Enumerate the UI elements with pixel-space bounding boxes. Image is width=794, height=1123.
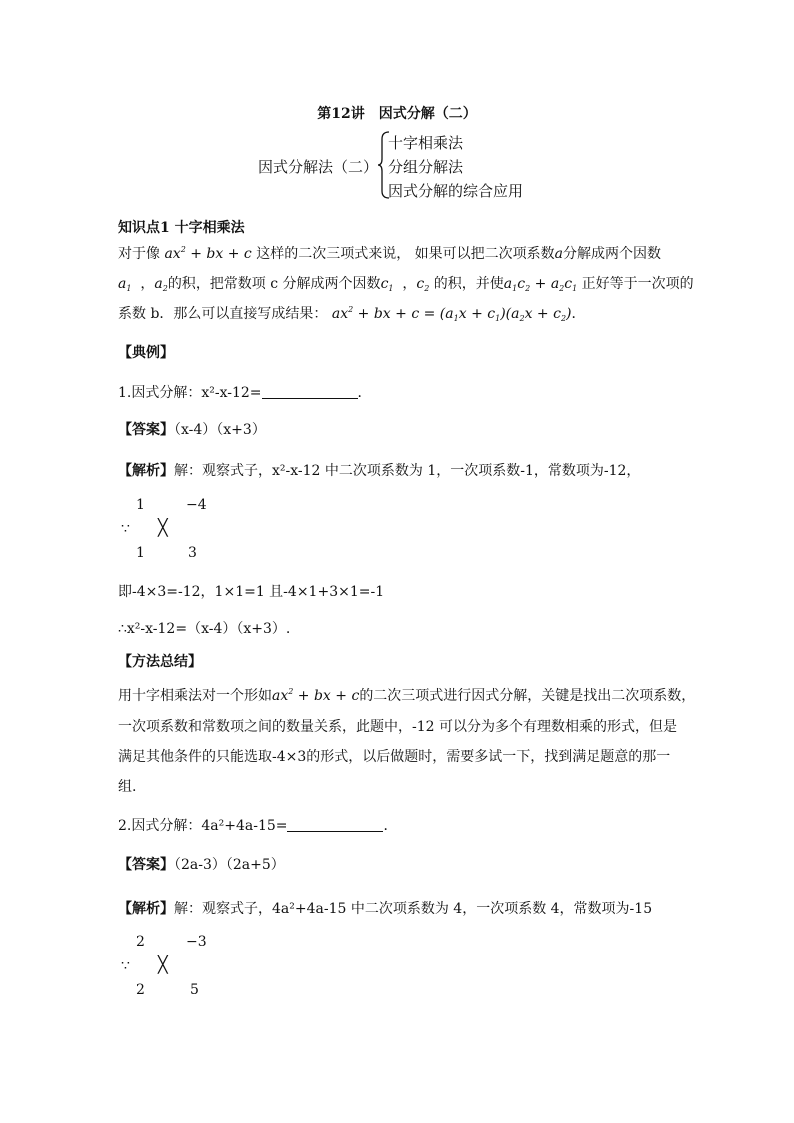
example-heading: 【典例】 [118, 345, 174, 361]
analysis-2: 【解析】解：观察式子，4a²+4a-15 中二次项系数为 4，一次项系数 4，常数项为-15 [118, 901, 653, 917]
cross-top-right: −3 [186, 934, 207, 950]
cross-bottom-left: 1 [136, 545, 145, 561]
method-line-4: 组. [118, 779, 137, 795]
answer-blank [262, 386, 358, 399]
method-heading: 【方法总结】 [118, 654, 202, 670]
text-line-1: 对于像 $ax^2$ + bx + c 这样的二次三项式来说， 如果可以把二次项系数a分解成两个因数 [118, 245, 662, 262]
method-line-2: 一次项系数和常数项之间的数量关系，此题中，-12 可以分为多个有理数相乘的形式，但是 [118, 719, 677, 735]
answer-1: 【答案】（x-4）（x+3） [118, 422, 266, 438]
answer-2: 【答案】（2a-3）（2a+5） [118, 857, 285, 873]
cross-top-left: 1 [136, 497, 145, 513]
answer-blank [287, 819, 383, 832]
cross-bottom-right: 3 [188, 545, 197, 561]
because-symbol: ∵ [121, 521, 130, 537]
tree-root: 因式分解法（二） [258, 158, 379, 176]
cross-icon: ╳ [158, 955, 168, 974]
tree-branch-cross-multiplication: 十字相乘法 [388, 134, 464, 152]
question-2: 2.因式分解：4a²+4a-15= ． [118, 818, 398, 834]
cross-icon: ╳ [158, 518, 168, 537]
question-1: 1.因式分解：x²-x-12= ． [118, 385, 372, 401]
method-line-3: 满足其他条件的只能选取-4×3的形式，以后做题时，需要多试一下，找到满足题意的那一 [118, 749, 671, 765]
analysis-1: 【解析】解：观察式子，x²-x-12 中二次项系数为 1，一次项系数-1，常数项为-12， [118, 463, 641, 479]
cross-bottom-right: 5 [190, 982, 199, 998]
section-heading: 知识点1 十字相乘法 [118, 220, 245, 236]
tree-branch-grouping: 分组分解法 [388, 158, 464, 176]
check-line: 即-4×3=-12，1×1=1 且-4×1+3×1=-1 [118, 584, 385, 600]
cross-top-right: −4 [186, 497, 207, 513]
formula-quadratic: $ax^2$ + bx + c [164, 245, 252, 262]
cross-top-left: 2 [136, 934, 145, 950]
page-title: 第12讲 因式分解（二） [317, 106, 477, 122]
conclusion-line: ∴x²-x-12=（x-4）（x+3）. [118, 621, 291, 637]
formula-result: $ax^2$ + bx + $c = (a_1x + c_1)(a_2x + c_2)$ [331, 305, 572, 323]
tree-branch-comprehensive: 因式分解的综合应用 [388, 182, 524, 200]
method-line-1: 用十字相乘法对一个形如$ax^2$ + bx + c的二次三项式进行因式分解，关键是找出二次项系数， [118, 687, 696, 704]
cross-bottom-left: 2 [136, 982, 145, 998]
text-line-3: 系数 b．那么可以直接写成结果： $ax^2$ + bx + $c = (a_1x + c_1)(a_2x + c_2)$． [118, 305, 586, 323]
because-symbol: ∵ [121, 958, 130, 974]
text-line-2: $a_1$ ，$a_2$的积，把常数项 c 分解成两个因数$c_1$ ，$c_2$ 的积，并使$a_1c_2 + a_2c_1$ 正好等于一次项的 [118, 276, 694, 293]
